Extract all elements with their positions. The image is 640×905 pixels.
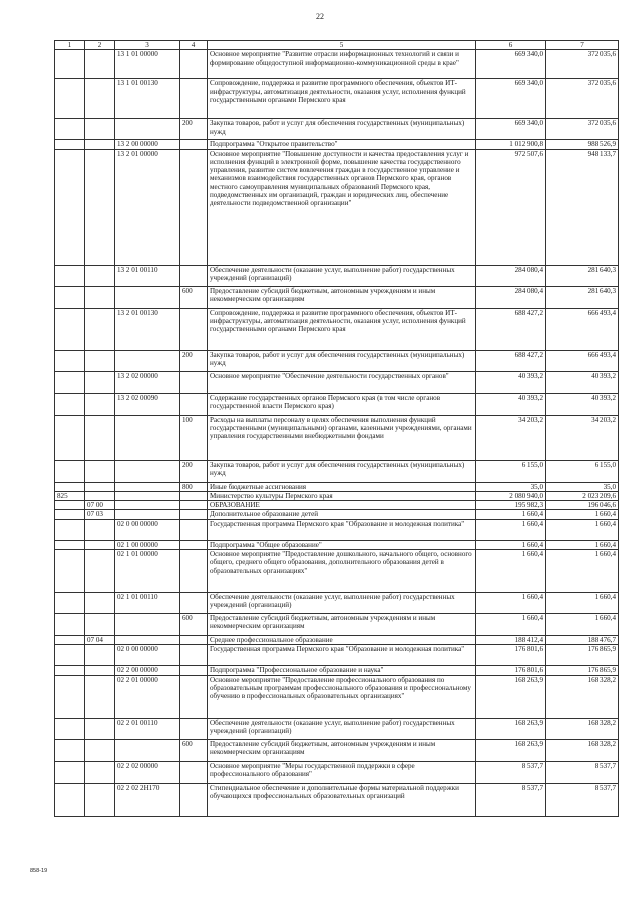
section-code-cell	[85, 393, 115, 415]
amount-cell: 666 493,4	[546, 350, 619, 371]
table-row	[55, 119, 619, 140]
target-item-cell	[115, 636, 180, 645]
table-row	[55, 286, 619, 308]
admin-code-cell	[55, 149, 85, 265]
admin-code-cell	[55, 350, 85, 371]
admin-code-cell	[55, 265, 85, 286]
section-code-cell	[85, 645, 115, 666]
amount-cell: 176 865,9	[546, 645, 619, 666]
amount-cell: 281 640,3	[546, 265, 619, 286]
description-cell: Содержание государственных органов Пермского края (в том числе органов государственной власти Пермского края)	[208, 393, 476, 415]
target-item-cell: 13 1 01 00000	[115, 50, 180, 79]
expense-type-cell	[180, 645, 208, 666]
target-item-cell: 13 2 01 00110	[115, 265, 180, 286]
table-row	[55, 371, 619, 393]
expense-type-cell	[180, 491, 208, 500]
header-cell: 2	[85, 41, 115, 50]
table-row	[55, 519, 619, 540]
header-cell: 3	[115, 41, 180, 50]
target-item-cell: 13 2 01 00000	[115, 149, 180, 265]
table-row	[55, 491, 619, 500]
target-item-cell: 02 2 01 00110	[115, 718, 180, 739]
target-item-cell: 02 0 00 00000	[115, 645, 180, 666]
description-cell: Закупка товаров, работ и услуг для обеспечения государственных (муниципальных) нужд	[208, 460, 476, 482]
description-cell: Основное мероприятие "Меры государственной поддержки в сфере профессионального образования"	[208, 761, 476, 783]
expense-type-cell	[180, 501, 208, 510]
table-row	[55, 460, 619, 482]
amount-cell: 669 340,0	[476, 119, 546, 140]
table-row	[55, 415, 619, 460]
section-code-cell	[85, 718, 115, 739]
table-header-row	[55, 41, 619, 50]
target-item-cell	[115, 482, 180, 491]
amount-cell: 8 537,7	[546, 761, 619, 783]
section-code-cell	[85, 482, 115, 491]
target-item-cell: 13 2 02 00000	[115, 371, 180, 393]
amount-cell: 1 660,4	[546, 540, 619, 549]
section-code-cell	[85, 79, 115, 119]
admin-code-cell	[55, 119, 85, 140]
amount-cell: 176 865,9	[546, 666, 619, 675]
amount-cell: 34 203,2	[476, 415, 546, 460]
amount-cell: 1 660,4	[476, 593, 546, 614]
target-item-cell: 13 2 01 00130	[115, 308, 180, 350]
amount-cell: 168 328,2	[546, 718, 619, 739]
description-cell: Государственная программа Пермского края "Образование и молодежная политика"	[208, 519, 476, 540]
amount-cell: 372 035,6	[546, 50, 619, 79]
table-row	[55, 50, 619, 79]
header-cell: 5	[208, 41, 476, 50]
table-row	[55, 645, 619, 666]
expense-type-cell: 200	[180, 350, 208, 371]
target-item-cell	[115, 286, 180, 308]
admin-code-cell	[55, 140, 85, 149]
amount-cell: 669 340,0	[476, 79, 546, 119]
amount-cell: 40 393,2	[476, 393, 546, 415]
amount-cell: 168 263,9	[476, 718, 546, 739]
section-code-cell	[85, 350, 115, 371]
description-cell: Сопровождение, поддержка и развитие программного обеспечения, объектов ИТ-инфраструктуры, автоматизация деятельности, оказания услуг, исполнения функций государственными органами Пермского края	[208, 308, 476, 350]
expense-type-cell	[180, 675, 208, 718]
expense-type-cell: 200	[180, 119, 208, 140]
target-item-cell: 02 1 00 00000	[115, 540, 180, 549]
table-row	[55, 739, 619, 761]
section-code-cell	[85, 415, 115, 460]
amount-cell: 284 080,4	[476, 286, 546, 308]
amount-cell: 40 393,2	[476, 371, 546, 393]
description-cell: Основное мероприятие "Обеспечение деятельности государственных органов"	[208, 371, 476, 393]
expense-type-cell: 200	[180, 460, 208, 482]
header-cell: 7	[546, 41, 619, 50]
target-item-cell	[115, 460, 180, 482]
admin-code-cell	[55, 666, 85, 675]
table-row	[55, 482, 619, 491]
amount-cell: 188 412,4	[476, 636, 546, 645]
table-row	[55, 140, 619, 149]
section-code-cell	[85, 761, 115, 783]
admin-code-cell	[55, 501, 85, 510]
amount-cell: 372 035,6	[546, 119, 619, 140]
table-row	[55, 718, 619, 739]
admin-code-cell	[55, 286, 85, 308]
table-row	[55, 675, 619, 718]
admin-code-cell: 825	[55, 491, 85, 500]
description-cell: Обеспечение деятельности (оказание услуг, выполнение работ) государственных учреждений (организаций)	[208, 265, 476, 286]
table-row	[55, 149, 619, 265]
expense-type-cell	[180, 636, 208, 645]
target-item-cell	[115, 491, 180, 500]
description-cell: Подпрограмма "Общее образование"	[208, 540, 476, 549]
amount-cell: 2 080 940,0	[476, 491, 546, 500]
expense-type-cell: 800	[180, 482, 208, 491]
target-item-cell	[115, 510, 180, 519]
admin-code-cell	[55, 519, 85, 540]
amount-cell: 1 660,4	[476, 510, 546, 519]
description-cell: Предоставление субсидий бюджетным, автономным учреждениям и иным некоммерческим организациям	[208, 614, 476, 636]
admin-code-cell	[55, 308, 85, 350]
target-item-cell	[115, 501, 180, 510]
section-code-cell: 07 04	[85, 636, 115, 645]
amount-cell: 8 537,7	[546, 783, 619, 816]
amount-cell: 669 340,0	[476, 50, 546, 79]
admin-code-cell	[55, 393, 85, 415]
table-row	[55, 510, 619, 519]
target-item-cell: 02 2 02 2Н170	[115, 783, 180, 816]
expense-type-cell	[180, 50, 208, 79]
amount-cell: 688 427,2	[476, 308, 546, 350]
amount-cell: 281 640,3	[546, 286, 619, 308]
target-item-cell: 13 2 00 00000	[115, 140, 180, 149]
amount-cell: 168 328,2	[546, 675, 619, 718]
target-item-cell: 13 1 01 00130	[115, 79, 180, 119]
amount-cell: 188 476,7	[546, 636, 619, 645]
amount-cell: 284 080,4	[476, 265, 546, 286]
amount-cell: 1 660,4	[476, 550, 546, 593]
description-cell: Основное мероприятие "Развитие отрасли информационных технологий и связи и формирование общедоступной информационно-коммуникационной среды в крае"	[208, 50, 476, 79]
description-cell: Закупка товаров, работ и услуг для обеспечения государственных (муниципальных) нужд	[208, 350, 476, 371]
table-row	[55, 614, 619, 636]
description-cell: Стипендиальное обеспечение и дополнительные формы материальной поддержки обучающихся профессиональных образовательных организаций	[208, 783, 476, 816]
amount-cell: 2 023 209,6	[546, 491, 619, 500]
expense-type-cell	[180, 550, 208, 593]
table-row	[55, 393, 619, 415]
amount-cell: 1 660,4	[546, 519, 619, 540]
expense-type-cell	[180, 666, 208, 675]
amount-cell: 40 393,2	[546, 393, 619, 415]
expense-type-cell: 600	[180, 614, 208, 636]
table-row	[55, 761, 619, 783]
table-row	[55, 550, 619, 593]
admin-code-cell	[55, 636, 85, 645]
section-code-cell	[85, 593, 115, 614]
amount-cell: 972 507,6	[476, 149, 546, 265]
target-item-cell: 02 2 02 00000	[115, 761, 180, 783]
footer-code: 858-19	[30, 868, 48, 874]
target-item-cell	[115, 415, 180, 460]
amount-cell: 168 263,9	[476, 675, 546, 718]
table-row	[55, 79, 619, 119]
amount-cell: 6 155,0	[546, 460, 619, 482]
expense-type-cell	[180, 519, 208, 540]
amount-cell: 988 526,9	[546, 140, 619, 149]
expense-type-cell	[180, 718, 208, 739]
description-cell: Предоставление субсидий бюджетным, автономным учреждениям и иным некоммерческим организациям	[208, 739, 476, 761]
table-row	[55, 501, 619, 510]
admin-code-cell	[55, 718, 85, 739]
admin-code-cell	[55, 739, 85, 761]
amount-cell: 8 537,7	[476, 761, 546, 783]
expense-type-cell	[180, 140, 208, 149]
amount-cell: 1 660,4	[546, 550, 619, 593]
amount-cell: 168 263,9	[476, 739, 546, 761]
section-code-cell	[85, 371, 115, 393]
amount-cell: 1 660,4	[476, 519, 546, 540]
amount-cell: 196 046,6	[546, 501, 619, 510]
section-code-cell	[85, 519, 115, 540]
expense-type-cell	[180, 149, 208, 265]
description-cell: Обеспечение деятельности (оказание услуг, выполнение работ) государственных учреждений (организаций)	[208, 593, 476, 614]
admin-code-cell	[55, 415, 85, 460]
expense-type-cell: 600	[180, 286, 208, 308]
amount-cell: 195 982,3	[476, 501, 546, 510]
section-code-cell	[85, 265, 115, 286]
description-cell: Министерство культуры Пермского края	[208, 491, 476, 500]
table-row	[55, 636, 619, 645]
section-code-cell	[85, 550, 115, 593]
admin-code-cell	[55, 50, 85, 79]
section-code-cell	[85, 675, 115, 718]
table-row	[55, 308, 619, 350]
header-cell: 4	[180, 41, 208, 50]
section-code-cell	[85, 286, 115, 308]
admin-code-cell	[55, 645, 85, 666]
admin-code-cell	[55, 540, 85, 549]
section-code-cell	[85, 614, 115, 636]
section-code-cell	[85, 666, 115, 675]
section-code-cell	[85, 540, 115, 549]
budget-table	[54, 40, 619, 817]
description-cell: Закупка товаров, работ и услуг для обеспечения государственных (муниципальных) нужд	[208, 119, 476, 140]
admin-code-cell	[55, 510, 85, 519]
description-cell: Обеспечение деятельности (оказание услуг, выполнение работ) государственных учреждений (организаций)	[208, 718, 476, 739]
section-code-cell: 07 00	[85, 501, 115, 510]
target-item-cell: 02 2 01 00000	[115, 675, 180, 718]
description-cell: Подпрограмма "Профессиональное образование и наука"	[208, 666, 476, 675]
description-cell: Среднее профессиональное образование	[208, 636, 476, 645]
admin-code-cell	[55, 460, 85, 482]
admin-code-cell	[55, 371, 85, 393]
section-code-cell	[85, 119, 115, 140]
description-cell: Основное мероприятие "Повышение доступности и качества предоставления услуг и исполнения функций в электронной форме, повышение качества государственного управления, развитие систем вовлечения граждан в государственное управление и механизмов взаимодействия государственных органов Пермского края, органов местного самоуправления муниципальных образований Пермского края, подведомственных им организаций, граждан и юридических лиц, обеспечение деятельности подведомственной организации"	[208, 149, 476, 265]
table-row	[55, 265, 619, 286]
admin-code-cell	[55, 550, 85, 593]
target-item-cell	[115, 119, 180, 140]
amount-cell: 35,0	[546, 482, 619, 491]
section-code-cell	[85, 460, 115, 482]
description-cell: ОБРАЗОВАНИЕ	[208, 501, 476, 510]
section-code-cell	[85, 149, 115, 265]
description-cell: Иные бюджетные ассигнования	[208, 482, 476, 491]
description-cell: Государственная программа Пермского края "Образование и молодежная политика"	[208, 645, 476, 666]
amount-cell: 948 133,7	[546, 149, 619, 265]
table-row	[55, 540, 619, 549]
target-item-cell: 02 1 01 00000	[115, 550, 180, 593]
expense-type-cell	[180, 79, 208, 119]
amount-cell: 688 427,2	[476, 350, 546, 371]
expense-type-cell	[180, 593, 208, 614]
amount-cell: 1 660,4	[546, 614, 619, 636]
amount-cell: 40 393,2	[546, 371, 619, 393]
admin-code-cell	[55, 675, 85, 718]
expense-type-cell: 100	[180, 415, 208, 460]
expense-type-cell	[180, 510, 208, 519]
target-item-cell: 02 2 00 00000	[115, 666, 180, 675]
expense-type-cell	[180, 761, 208, 783]
expense-type-cell	[180, 371, 208, 393]
amount-cell: 176 801,6	[476, 645, 546, 666]
target-item-cell	[115, 350, 180, 371]
amount-cell: 176 801,6	[476, 666, 546, 675]
amount-cell: 168 328,2	[546, 739, 619, 761]
target-item-cell: 02 0 00 00000	[115, 519, 180, 540]
admin-code-cell	[55, 761, 85, 783]
expense-type-cell	[180, 393, 208, 415]
header-cell: 6	[476, 41, 546, 50]
table-row	[55, 666, 619, 675]
target-item-cell: 02 1 01 00110	[115, 593, 180, 614]
description-cell: Основное мероприятие "Предоставление профессионального образования по образовательным программам профессионального образования и профессиональному обучению в профессиональных образовательных организациях"	[208, 675, 476, 718]
section-code-cell	[85, 308, 115, 350]
amount-cell: 1 660,4	[476, 540, 546, 549]
amount-cell: 372 035,6	[546, 79, 619, 119]
header-cell: 1	[55, 41, 85, 50]
table-row	[55, 783, 619, 816]
expense-type-cell	[180, 540, 208, 549]
section-code-cell	[85, 140, 115, 149]
description-cell: Сопровождение, поддержка и развитие программного обеспечения, объектов ИТ-инфраструктуры, автоматизация деятельности, оказания услуг, исполнения функций государственными органами Пермского края	[208, 79, 476, 119]
description-cell: Расходы на выплаты персоналу в целях обеспечения выполнения функций государственными (муниципальными) органами, казенными учреждениями, органами управления государственными внебюджетными фондами	[208, 415, 476, 460]
section-code-cell	[85, 739, 115, 761]
expense-type-cell: 600	[180, 739, 208, 761]
expense-type-cell	[180, 783, 208, 816]
description-cell: Дополнительное образование детей	[208, 510, 476, 519]
admin-code-cell	[55, 783, 85, 816]
target-item-cell: 13 2 02 00090	[115, 393, 180, 415]
expense-type-cell	[180, 265, 208, 286]
description-cell: Основное мероприятие "Предоставление дошкольного, начального общего, основного общего, среднего общего образования, дополнительного образования детей в образовательных организациях"	[208, 550, 476, 593]
amount-cell: 1 660,4	[546, 510, 619, 519]
admin-code-cell	[55, 482, 85, 491]
target-item-cell	[115, 739, 180, 761]
amount-cell: 1 660,4	[476, 614, 546, 636]
amount-cell: 8 537,7	[476, 783, 546, 816]
table-row	[55, 350, 619, 371]
section-code-cell: 07 03	[85, 510, 115, 519]
description-cell: Подпрограмма "Открытое правительство"	[208, 140, 476, 149]
admin-code-cell	[55, 79, 85, 119]
amount-cell: 1 012 900,8	[476, 140, 546, 149]
section-code-cell	[85, 491, 115, 500]
amount-cell: 34 203,2	[546, 415, 619, 460]
table-row	[55, 593, 619, 614]
section-code-cell	[85, 783, 115, 816]
admin-code-cell	[55, 614, 85, 636]
admin-code-cell	[55, 593, 85, 614]
section-code-cell	[85, 50, 115, 79]
amount-cell: 35,0	[476, 482, 546, 491]
amount-cell: 6 155,0	[476, 460, 546, 482]
page-number: 22	[316, 12, 324, 21]
target-item-cell	[115, 614, 180, 636]
amount-cell: 666 493,4	[546, 308, 619, 350]
expense-type-cell	[180, 308, 208, 350]
description-cell: Предоставление субсидий бюджетным, автономным учреждениям и иным некоммерческим организациям	[208, 286, 476, 308]
amount-cell: 1 660,4	[546, 593, 619, 614]
